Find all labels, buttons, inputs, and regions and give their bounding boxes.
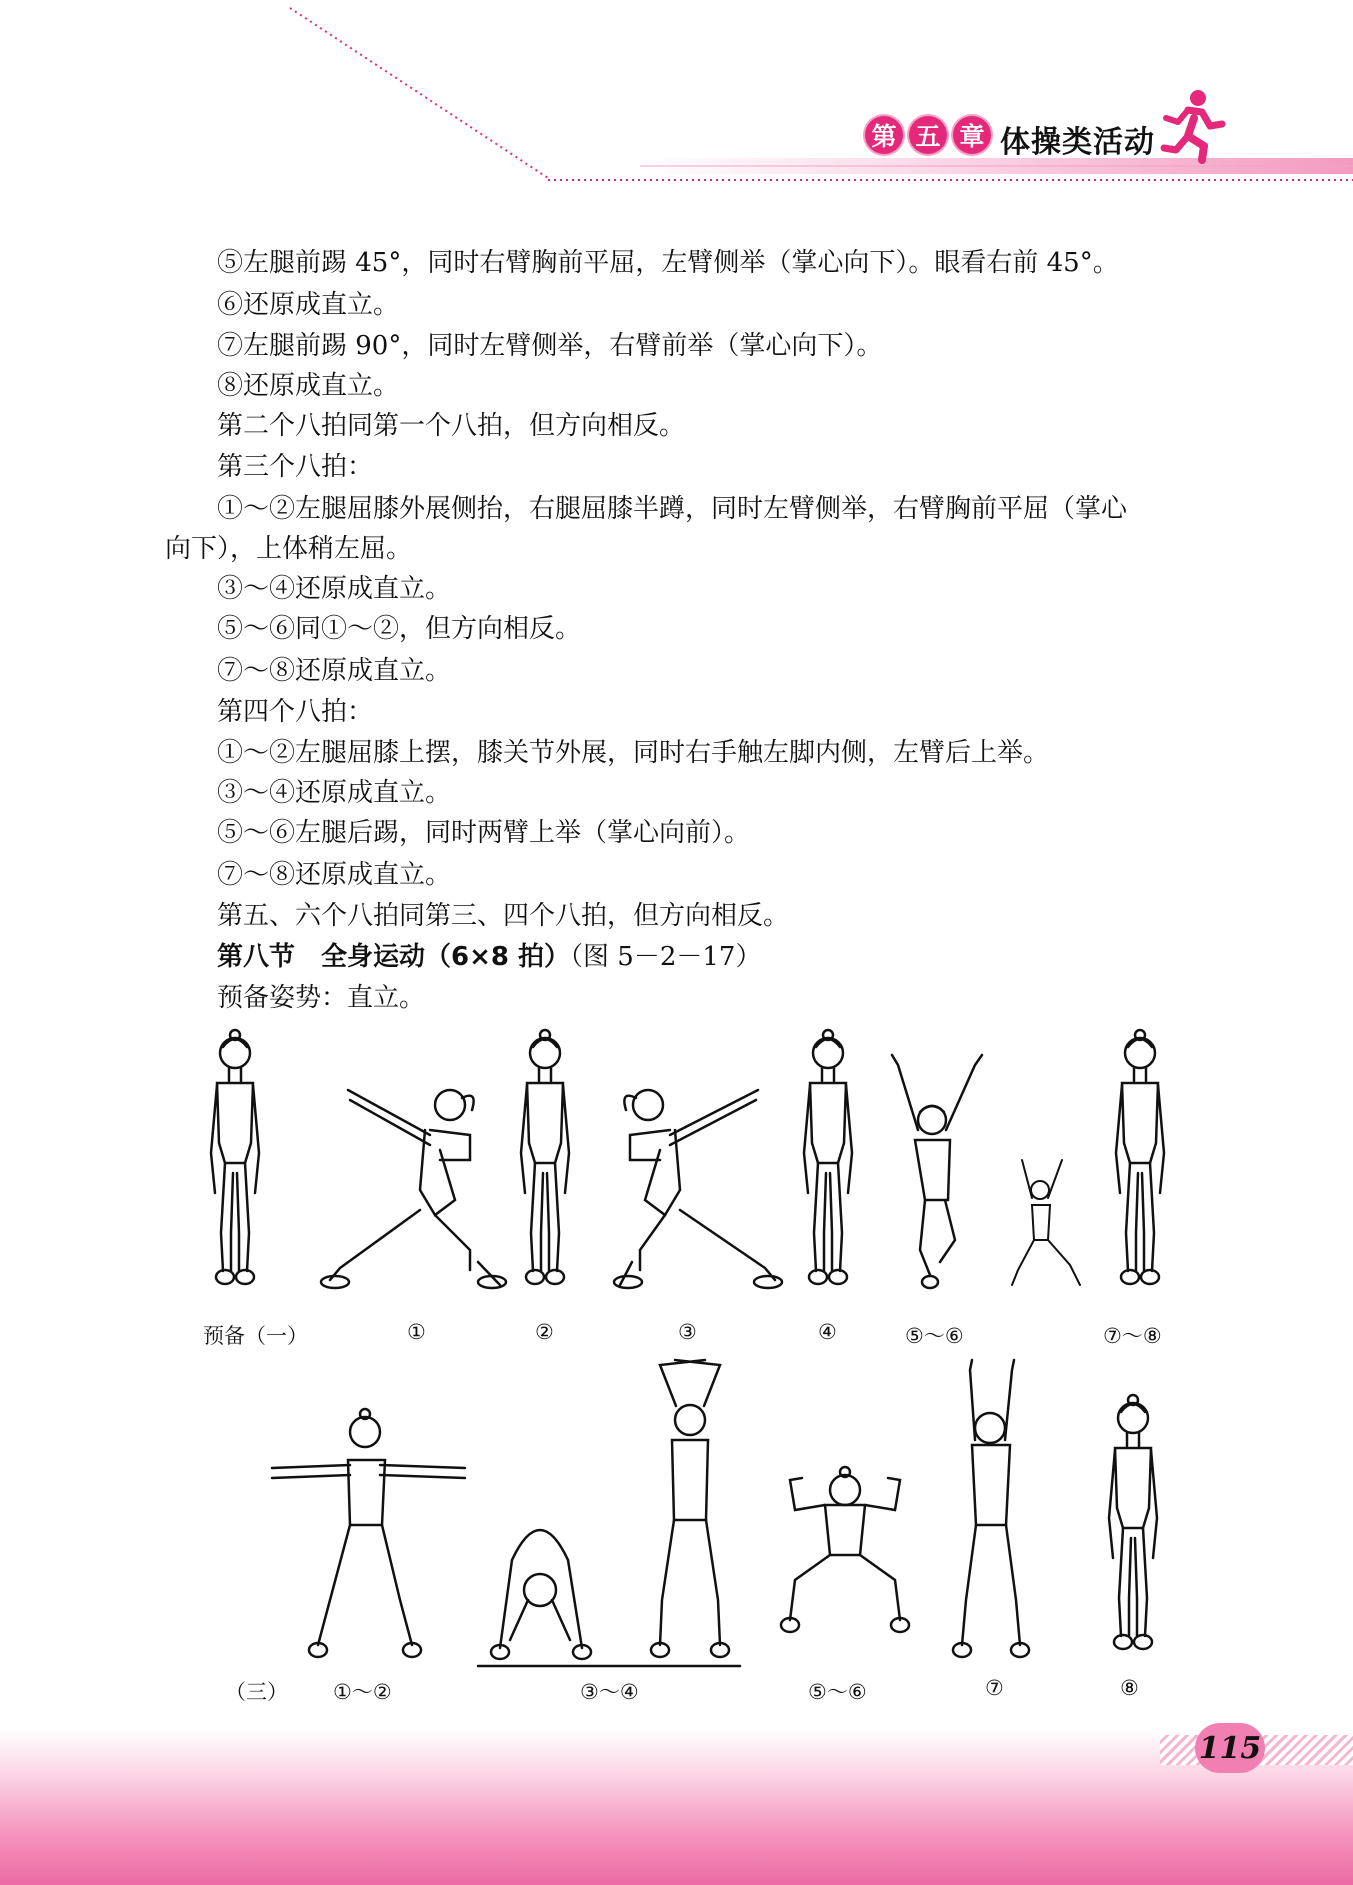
text-line-6: 第三个八拍：: [217, 452, 374, 482]
ready-pose-text: 预备姿势：直立。: [217, 983, 426, 1013]
chapter-badge-1: 第: [865, 116, 903, 154]
text-line-5: 第二个八拍同第一个八拍，但方向相反。: [217, 411, 686, 441]
text-line-3: ⑦左腿前踢 90°，同时左臂侧举，右臂前举（掌心向下）。: [217, 331, 883, 361]
text-line-1: ⑤左腿前踢 45°，同时右臂胸前平屈，左臂侧举（掌心向下）。眼看右前 45°。: [217, 248, 1119, 278]
fig-ready-pose: [211, 1030, 259, 1284]
fig-label-1: ①: [407, 1320, 426, 1344]
fig-ready-pose-2: [521, 1030, 569, 1284]
chapter-badge-2: 五: [909, 116, 947, 154]
footer-band: [0, 1730, 1353, 1885]
text-line-2: ⑥还原成直立。: [217, 290, 400, 320]
fig-small-lunge: [1012, 1160, 1080, 1285]
text-line-8: 向下），上体稍左屈。: [165, 534, 413, 564]
text-line-9: ③～④还原成直立。: [217, 574, 452, 604]
fig-arms-up: [953, 1360, 1029, 1657]
fig-label-3: ③: [678, 1320, 697, 1344]
fig-label-r2-3-4: ③～④: [580, 1680, 639, 1704]
fig-arms-up-kick: [892, 1055, 982, 1288]
section-heading: 第八节 全身运动（6×8 拍）: [217, 942, 571, 972]
fig-label-r2-1-2: ①～②: [333, 1680, 392, 1704]
text-line-10: ⑤～⑥同①～②，但方向相反。: [217, 614, 582, 644]
page-number: 115: [1195, 1723, 1265, 1773]
fig-arms-crossed-up: [651, 1360, 729, 1657]
fig-final-stand: [1109, 1395, 1157, 1649]
fig-lunge-right: [321, 1090, 506, 1288]
text-line-16: ⑦～⑧还原成直立。: [217, 860, 452, 890]
chapter-title: 体操类活动: [1000, 125, 1155, 160]
text-line-17: 第五、六个八拍同第三、四个八拍，但方向相反。: [217, 901, 790, 931]
text-line-13: ①～②左腿屈膝上摆，膝关节外展，同时右手触左脚内侧，左臂后上举。: [217, 738, 1050, 768]
fig-label-7-8: ⑦～⑧: [1103, 1324, 1162, 1348]
fig-label-r2-8: ⑧: [1120, 1676, 1139, 1700]
fig-label-4: ④: [818, 1320, 837, 1344]
text-line-11: ⑦～⑧还原成直立。: [217, 656, 452, 686]
fig-label-ready: 预备（一）: [203, 1324, 308, 1348]
fig-label-three: （三）: [225, 1680, 288, 1704]
fig-forward-bend: [478, 1530, 740, 1666]
chapter-badge-3: 章: [953, 116, 991, 154]
fig-ready-pose-3: [804, 1030, 852, 1284]
fig-label-r2-5-6: ⑤～⑥: [808, 1680, 867, 1704]
fig-ready-pose-4: [1116, 1030, 1164, 1284]
fig-label-5-6: ⑤～⑥: [905, 1324, 964, 1348]
fig-lunge-left: [614, 1090, 782, 1288]
text-line-15: ⑤～⑥左腿后踢，同时两臂上举（掌心向前）。: [217, 818, 751, 848]
fig-squat-flex: [781, 1467, 909, 1632]
fig-label-r2-7: ⑦: [985, 1676, 1004, 1700]
text-line-4: ⑧还原成直立。: [217, 371, 400, 401]
text-line-12: 第四个八拍：: [217, 697, 374, 727]
text-line-14: ③～④还原成直立。: [217, 778, 452, 808]
fig-label-2: ②: [535, 1320, 554, 1344]
section-figure-ref: （图 5－2－17）: [570, 942, 762, 972]
text-line-7: ①～②左腿屈膝外展侧抬，右腿屈膝半蹲，同时左臂侧举，右臂胸前平屈（掌心: [217, 494, 1128, 524]
fig-arms-side-straddle: [272, 1409, 465, 1657]
